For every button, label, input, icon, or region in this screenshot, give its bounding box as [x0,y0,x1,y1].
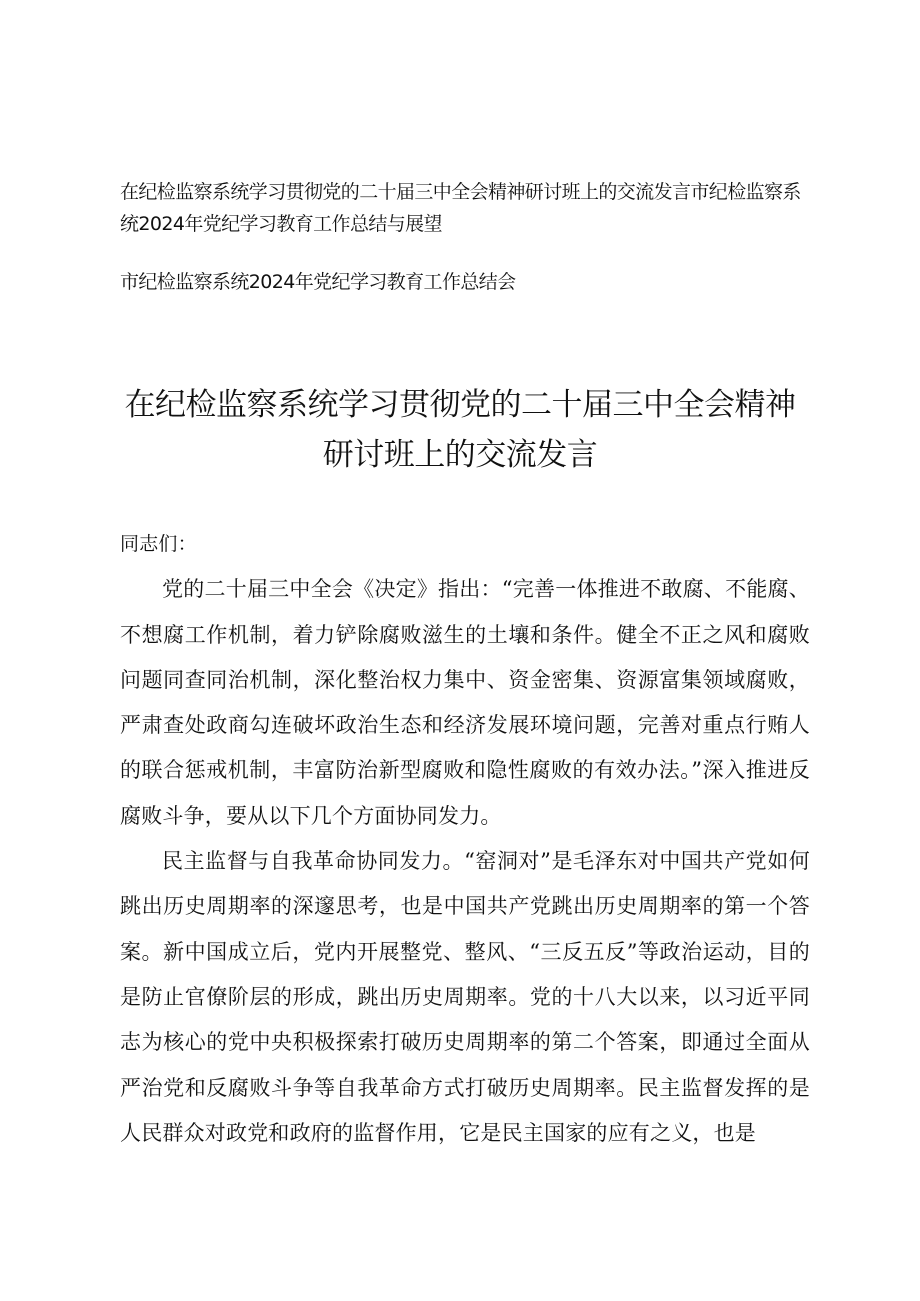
salutation: 同志们： [120,533,197,555]
related-title-2: 市纪检监察系统2024年党纪学习教育工作总结会 [120,271,516,293]
paragraph-1: 党的二十届三中全会《决定》指出：“完善一体推进不敢腐、不能腐、不想腐工作机制，着力铲除腐败滋生的土壤和条件。健全不正之风和腐败问题同查同治机制，深化整治权力集中、资金密集、资源富集领域腐败，严肃查处政商勾连破坏政治生态和经济发展环境问题，完善对重点行贿人的联合惩戒机制，丰富防治新型腐败和隐性腐败的有效办法。”深入推进反腐败斗争，要从以下几个方面协同发力。 [120,577,810,828]
related-title-1: 在纪检监察系统学习贯彻党的二十届三中全会精神研讨班上的交流发言市纪检监察系统2024年党纪学习教育工作总结与展望 [120,181,801,235]
paragraph-2: 民主监督与自我革命协同发力。“窑洞对”是毛泽东对中国共产党如何跳出历史周期率的深邃思考，也是中国共产党跳出历史周期率的第一个答案。新中国成立后，党内开展整党、整风、“三反五反”等政治运动，目的是防止官僚阶层的形成，跳出历史周期率。党的十八大以来，以习近平同志为核心的党中央积极探索打破历史周期率的第二个答案，即通过全面从严治党和反腐败斗争等自我革命方式打破历史周期率。民主监督发挥的是人民群众对政党和政府的监督作用，它是民主国家的应有之义，也是 [120,849,810,1145]
document-title: 在纪检监察系统学习贯彻党的二十届三中全会精神研讨班上的交流发言 [124,387,796,473]
document-body [120,522,810,1156]
related-titles [120,176,810,298]
